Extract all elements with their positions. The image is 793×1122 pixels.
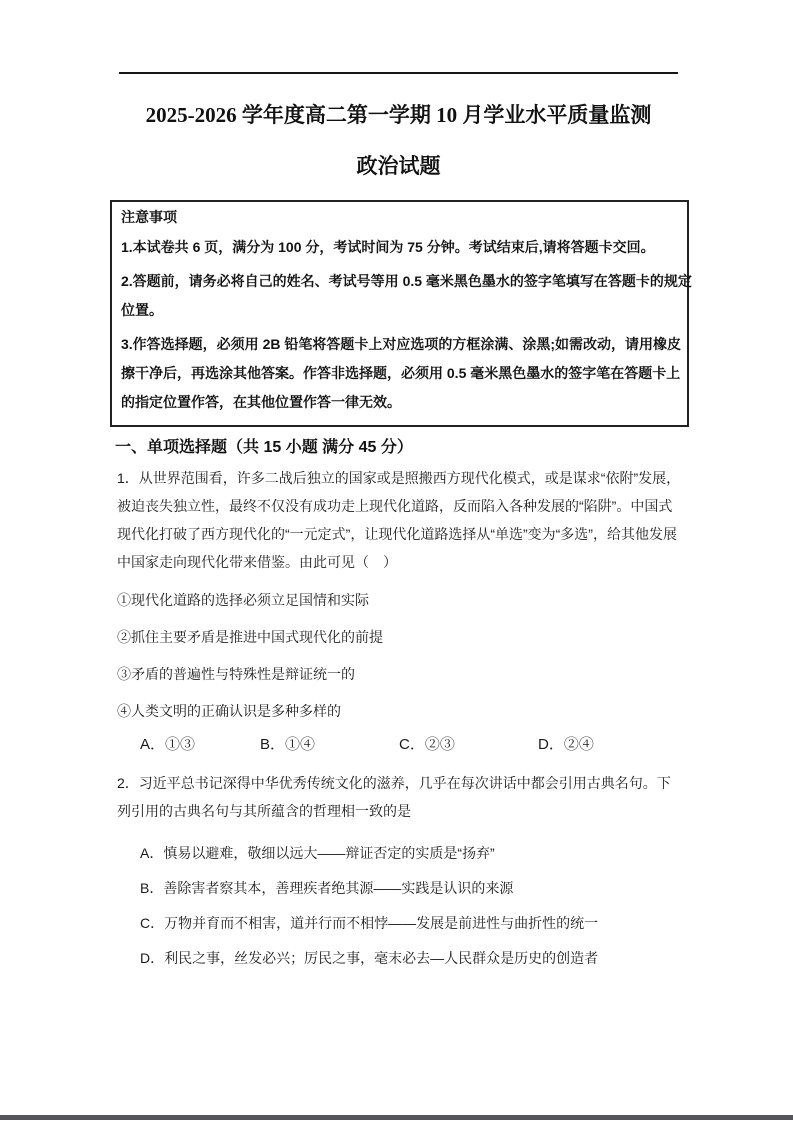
notice-line: 位置。 — [121, 302, 163, 318]
stem-line: 被迫丧失独立性，最终不仅没有成功走上现代化道路，反而陷入各种发展的“陷阱”。中国式 — [117, 498, 673, 514]
header-rule — [119, 72, 678, 74]
notice-item-1 — [121, 233, 678, 262]
page-subtitle: 政治试题 — [356, 154, 441, 178]
stem-line: 现代化打破了西方现代化的“一元定式”，让现代化道路选择从“单选”变为“多选”，给其他发展 — [117, 526, 677, 542]
option-d: D．利民之事，丝发必兴；厉民之事，毫末必去—人民群众是历史的创造者 — [140, 950, 599, 966]
question-1-options — [0, 733, 793, 753]
option-d: D．②④ — [538, 736, 594, 753]
stem-line: 中国家走向现代化带来借鉴。由此可见（ ） — [117, 554, 397, 570]
page-title: 2025-2026 学年度高二第一学期 10 月学业水平质量监测 — [145, 103, 652, 127]
option-c: C．万物并育而不相害，道并行而不相悖——发展是前进性与曲折性的统一 — [140, 915, 599, 931]
option-b: B．①④ — [260, 736, 316, 753]
page-bottom-edge — [0, 1115, 793, 1120]
notice-line: 擦干净后，再选涂其他答案。作答非选择题，必须用 0.5 毫米黑色墨水的签字笔在答题卡上 — [121, 365, 681, 381]
statement-2: ②抓住主要矛盾是推进中国式现代化的前提 — [117, 629, 383, 645]
option-c: C．②③ — [399, 736, 455, 753]
statement-3: ③矛盾的普遍性与特殊性是辩证统一的 — [117, 666, 355, 682]
stem-line: 列引用的古典名句与其所蕴含的哲理相一致的是 — [117, 803, 411, 819]
notice-line: 3.作答选择题，必须用 2B 铅笔将答题卡上对应选项的方框涂满、涂黑;如需改动，请用橡皮 — [121, 336, 682, 352]
notice-line: 1.本试卷共 6 页，满分为 100 分，考试时间为 75 分钟。考试结束后,请将答题卡交回。 — [121, 239, 655, 255]
statement-4: ④人类文明的正确认识是多种多样的 — [117, 703, 341, 719]
question-2-stem — [117, 769, 682, 825]
question-1-stem — [117, 464, 682, 576]
option-a: A．①③ — [140, 736, 196, 753]
notice-box — [110, 200, 692, 427]
question-2-options — [140, 836, 598, 976]
section-heading: 一、单项选择题（共 15 小题 满分 45 分） — [115, 439, 413, 456]
question-1-statements — [117, 582, 383, 730]
option-b: B．善除害者察其本，善理疾者绝其源——实践是认识的来源 — [140, 880, 514, 896]
stem-line: 2．习近平总书记深得中华优秀传统文化的滋养，几乎在每次讲话中都会引用古典名句。下 — [117, 775, 671, 791]
stem-line: 1．从世界范围看，许多二战后独立的国家或是照搬西方现代化模式，或是谋求“依附”发展， — [117, 470, 681, 486]
notice-item-2 — [121, 267, 692, 325]
notice-line: 2.答题前，请务必将自己的姓名、考试号等用 0.5 毫米黑色墨水的签字笔填写在答题卡的规定 — [121, 273, 692, 289]
notice-item-3 — [121, 330, 682, 417]
notice-line: 的指定位置作答，在其他位置作答一律无效。 — [121, 394, 401, 410]
notice-heading: 注意事项 — [121, 209, 177, 225]
statement-1: ①现代化道路的选择必须立足国情和实际 — [117, 592, 369, 608]
option-a: A．慎易以避难，敬细以远大——辩证否定的实质是“扬弃” — [140, 845, 495, 861]
